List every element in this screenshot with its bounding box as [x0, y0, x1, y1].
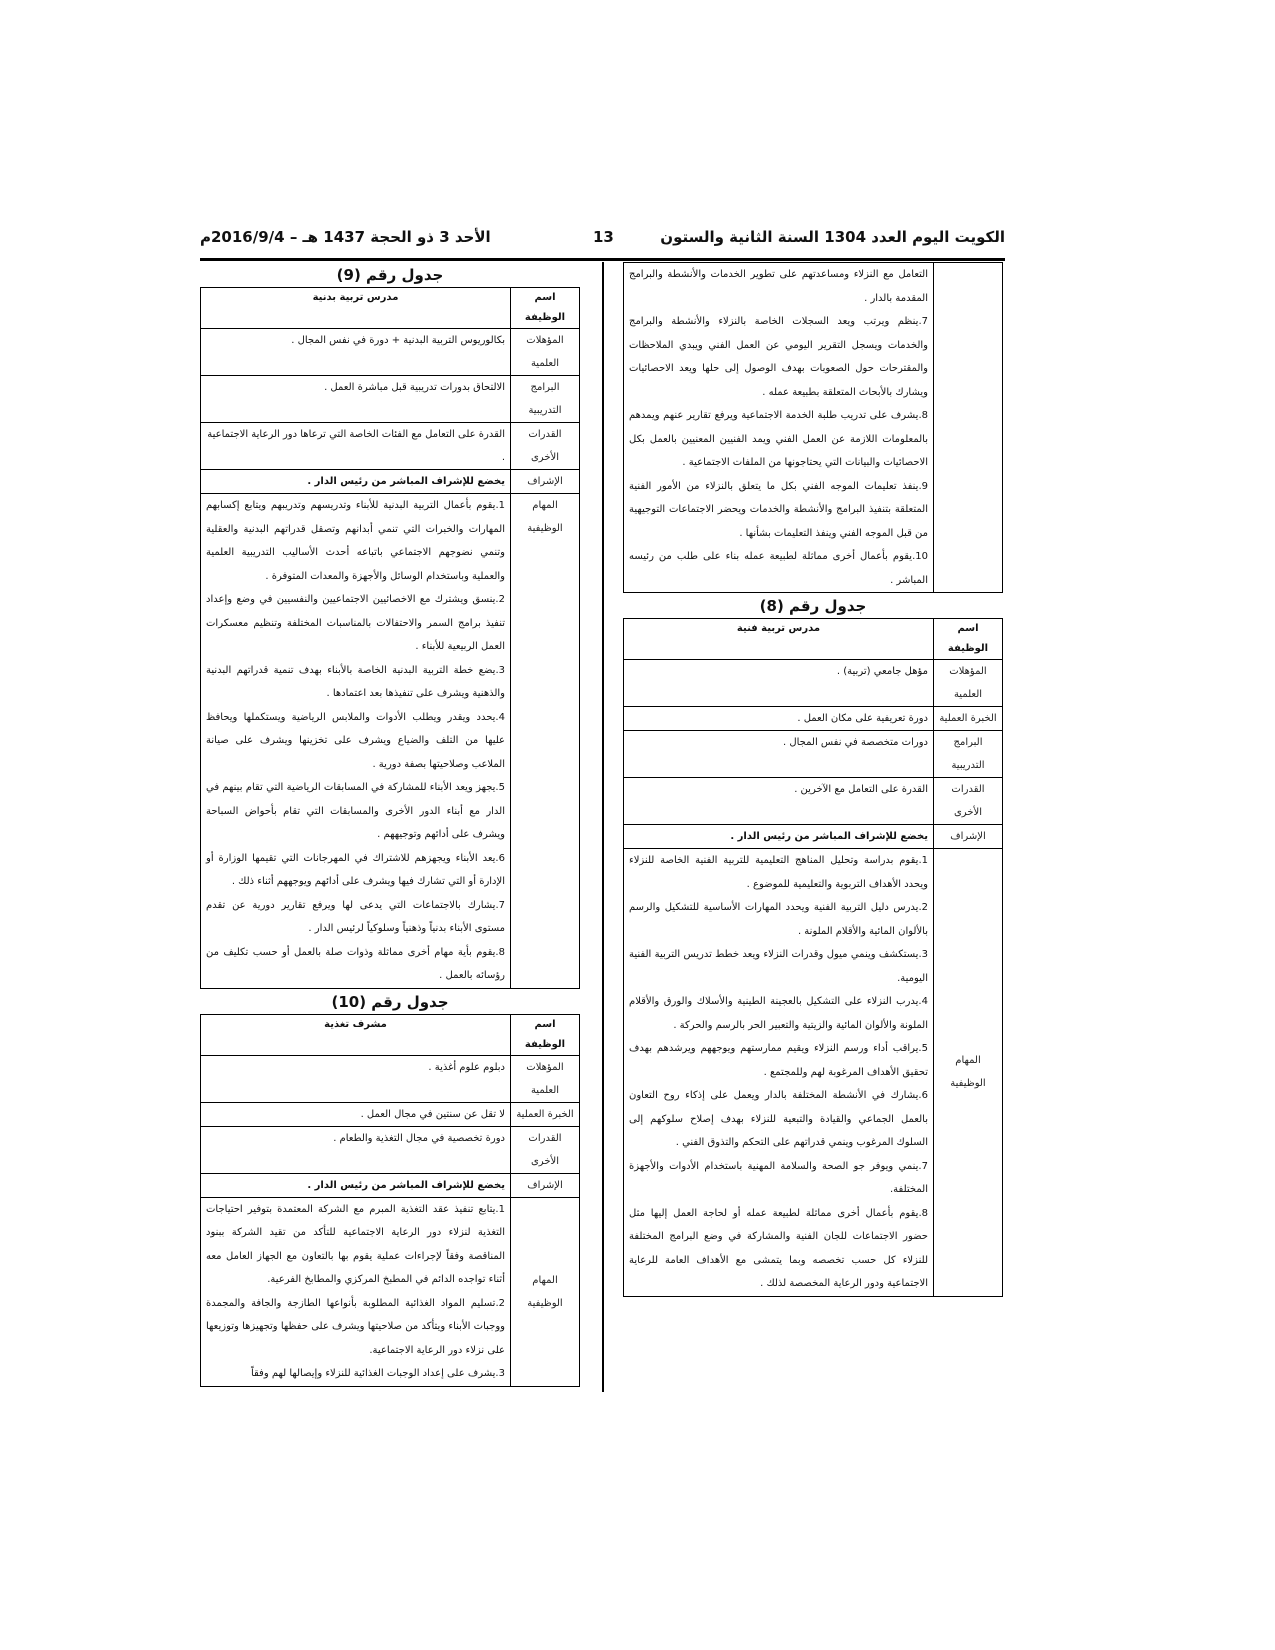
- table-row: [624, 778, 1003, 825]
- duties-cell: [201, 494, 511, 989]
- row-value: مؤهل جامعي (تربية) .: [624, 660, 934, 707]
- duties-cell: [624, 849, 934, 1297]
- list-item: 3.يستكشف وينمي ميول وقدرات النزلاء ويعد خطط تدريس التربية الفنية اليومية.: [629, 949, 928, 984]
- table9: [200, 287, 580, 989]
- table9-title: جدول رقم (9): [336, 266, 444, 284]
- list-item: 3.يشرف على إعداد الوجبات الغذائية للنزلاء وإيصالها لهم وفقاً: [250, 1368, 505, 1379]
- row-value: القدرة على التعامل مع الفئات الخاصة التي ترعاها دور الرعاية الاجتماعية .: [201, 423, 511, 470]
- row-value: يخضع للإشراف المباشر من رئيس الدار .: [201, 1173, 511, 1197]
- list-item: 7.ينظم ويرتب ويعد السجلات الخاصة بالنزلاء والأنشطة والبرامج والخدمات ويسجل التقرير اليومي عن العمل الفني ويبدي الملاحظات والمقترحات حول الصعوبات بهدف الوصول إلى حلها ويعد الاحصائيات ويشارك بالأبحاث المتعلقة بطبيعة عمله .: [629, 316, 928, 398]
- table10-title: جدول رقم (10): [331, 992, 449, 1011]
- row-label: البرامج التدريبية: [511, 376, 580, 423]
- table8: [623, 618, 1003, 1297]
- table-row: [624, 660, 1003, 707]
- list-item: التعامل مع النزلاء ومساعدتهم على تطوير الخدمات والأنشطة والبرامج المقدمة بالدار .: [629, 269, 928, 304]
- list-item: 7.ينمي ويوفر جو الصحة والسلامة المهنية باستخدام الأدوات والأجهزة المختلفة.: [629, 1160, 928, 1195]
- row-label: البرامج التدريبية: [934, 731, 1003, 778]
- list-item: 1.يقوم بدراسة وتحليل المناهج التعليمية للتربية الفنية الخاصة للنزلاء ويحدد الأهداف التربوية والتعليمية للموضوع .: [629, 855, 928, 890]
- row-value: يخضع للإشراف المباشر من رئيس الدار .: [624, 825, 934, 849]
- list-item: 4.يحدد ويقدر ويطلب الأدوات والملابس الرياضية ويستكملها ويحافظ عليها من التلف والضياع ويشرف على تخزينها ويشرف على صيانة الملاعب وصلاحيتها بصفة دورية .: [206, 711, 505, 770]
- row-label: المؤهلات العلمية: [511, 329, 580, 376]
- list-item: 8.يشرف على تدريب طلبة الخدمة الاجتماعية ويرفع تقارير عنهم ويمدهم بالمعلومات اللازمة عن العمل الفني ويمد الفنيين المعنيين بالعمل بكل الاحصائيات والبيانات التي يحتاجونها من الملفات الاجتماعية .: [629, 410, 928, 468]
- duties-label: المهام الوظيفية: [511, 494, 580, 989]
- column-divider: [602, 262, 604, 1392]
- row-label: القدرات الأخرى: [934, 778, 1003, 825]
- list-item: 5.يراقب أداء ورسم النزلاء ويقيم ممارستهم ويوجههم ويرشدهم بهدف تحقيق الأهداف المرغوبة لهم وللمجتمع .: [629, 1043, 928, 1078]
- row-value: لا تقل عن سنتين في مجال العمل .: [201, 1102, 511, 1126]
- list-item: 5.يجهز ويعد الأبناء للمشاركة في المسابقات الرياضية التي تقام بينهم في الدار مع أبناء الدور الأخرى والمسابقات التي تقام بأحواض السباحة ويشرف على أدائهم وتوجيههم .: [206, 782, 505, 840]
- header-rule: [200, 258, 1005, 261]
- row-label: الخبرة العملية: [934, 707, 1003, 731]
- row-label: الخبرة العملية: [511, 1102, 580, 1126]
- continuation-duties-cell: [624, 263, 934, 593]
- row-value: القدرة على التعامل مع الآخرين .: [624, 778, 934, 825]
- job-name: مشرف تغذية: [201, 1014, 511, 1055]
- list-item: 2.تسليم المواد الغذائية المطلوبة بأنواعها الطازجة والجافة والمجمدة ووجبات الأبناء ويتأكد من صلاحيتها ويشرف على حفظها وتجهيزها وتوزيعها على نزلاء دور الرعاية الاجتماعية.: [206, 1297, 505, 1356]
- list-item: 2.ينسق ويشترك مع الاخصائيين الاجتماعيين والنفسيين في وضع وإعداد تنفيذ برامج السمر والاحتفالات بالمناسبات المختلفة وتنظيم معسكرات العمل الربيعية للأبناء .: [206, 594, 505, 652]
- continuation-table: [623, 262, 1003, 593]
- table-row: [201, 1102, 580, 1126]
- right-column: [623, 262, 1003, 1297]
- table-row: [201, 423, 580, 470]
- table-row: [201, 329, 580, 376]
- duties-label: المهام الوظيفية: [934, 849, 1003, 1297]
- list-item: 6.يشارك في الأنشطة المختلفة بالدار ويعمل على إذكاء روح التعاون بالعمل الجماعي والقيادة والتبعية للنزلاء بهدف إصلاح سلوكهم إلى السلوك المرغوب وينمي قدراتهم على التحكم والتذوق الفني .: [629, 1090, 928, 1148]
- table-row: [624, 731, 1003, 778]
- list-item: 1.يقوم بأعمال التربية البدنية للأبناء وتدريسهم وتدريبهم ويتابع إكسابهم المهارات والخبرات التي تنمي أبدانهم وتصقل قدراتهم البدنية والعقلية وتنمي نضوجهم الاجتماعي باتباعه أحدث الأساليب التدريبية العلمية والعملية وباستخدام الوسائل والأجهزة والمعدات المتوفرة .: [206, 500, 505, 582]
- table10: [200, 1014, 580, 1387]
- table-row: [624, 825, 1003, 849]
- duties-label: المهام الوظيفية: [511, 1197, 580, 1386]
- list-item: 1.يتابع تنفيذ عقد التغذية المبرم مع الشركة المعتمدة بتوفير احتياجات التغذية لنزلاء دور الرعاية الاجتماعية للتأكد من تقيد الشركة ببنود المناقصة وفقاً لإجراءات عملية يقوم بها بالتعاون مع الجهاز العامل معه أثناء تواجده الدائم في المطبخ المركزي والمطابخ الفرعية.: [206, 1203, 505, 1285]
- table-row: [201, 1173, 580, 1197]
- table-row: [624, 707, 1003, 731]
- table-row: [201, 494, 580, 989]
- row-label: الإشراف: [511, 470, 580, 494]
- table-row: [201, 1197, 580, 1386]
- table-row: [201, 470, 580, 494]
- list-item: 9.ينفذ تعليمات الموجه الفني بكل ما يتعلق بالنزلاء من الأمور الفنية المتعلقة بتنفيذ البرامج والأنشطة والخدمات ويحضر الاجتماعات التوجيهية من قبل الموجه الفني وينفذ التعليمات بشأنها .: [629, 480, 928, 539]
- row-value: دورة تعريفية على مكان العمل .: [624, 707, 934, 731]
- job-name-label: اسم الوظيفة: [511, 1014, 580, 1055]
- table-row: [201, 288, 580, 329]
- list-item: 8.يقوم بأية مهام أخرى مماثلة وذوات صلة بالعمل أو حسب تكليف من رؤسائه بالعمل .: [206, 946, 505, 981]
- row-label: الإشراف: [934, 825, 1003, 849]
- row-label: المؤهلات العلمية: [934, 660, 1003, 707]
- row-value: الالتحاق بدورات تدريبية قبل مباشرة العمل .: [201, 376, 511, 423]
- list-item: 2.يدرس دليل التربية الفنية ويحدد المهارات الأساسية للتشكيل والرسم بالألوان المائية والأقلام الملونة .: [629, 902, 928, 937]
- issue-date: الأحد 3 ذو الحجة 1437 هـ – 2016/9/4م: [200, 228, 491, 246]
- list-item: 8.يقوم بأعمال أخرى مماثلة لطبيعة عمله أو لحاجة العمل إليها مثل حضور الاجتماعات للجان الفنية والمشاركة في وضع البرامج المختلفة للنزلاء كل حسب تخصصه وبما يتمشى مع الأهداف العامة للرعاية الاجتماعية ودور الرعاية المخصصة لذلك .: [629, 1207, 928, 1289]
- row-label: الإشراف: [511, 1173, 580, 1197]
- row-value: بكالوريوس التربية البدنية + دورة في نفس المجال .: [201, 329, 511, 376]
- job-name-label: اسم الوظيفة: [934, 619, 1003, 660]
- row-value: دورة تخصصية في مجال التغذية والطعام .: [201, 1126, 511, 1173]
- gazette-issue-info: الكويت اليوم العدد 1304 السنة الثانية والستون: [660, 228, 1005, 246]
- list-item: 4.يدرب النزلاء على التشكيل بالعجينة الطينية والأسلاك والورق والأقلام الملونة والألوان المائية والزيتية والتعبير الحر بالرسم والحركة .: [629, 996, 928, 1031]
- page-number: 13: [593, 228, 614, 246]
- row-value: دبلوم علوم أغذية .: [201, 1055, 511, 1102]
- left-column: [200, 262, 580, 1387]
- table-row: [201, 1126, 580, 1173]
- row-value: دورات متخصصة في نفس المجال .: [624, 731, 934, 778]
- job-name: مدرس تربية بدنية: [201, 288, 511, 329]
- duties-cell: [201, 1197, 511, 1386]
- list-item: 7.يشارك بالاجتماعات التي يدعى لها ويرفع تقارير دورية عن تقدم مستوى الأبناء بدنياً وذهنياً وسلوكياً لرئيس الدار .: [206, 899, 505, 934]
- row-value: يخضع للإشراف المباشر من رئيس الدار .: [201, 470, 511, 494]
- list-item: 6.يعد الأبناء ويجهزهم للاشتراك في المهرجانات التي تقيمها الوزارة أو الإدارة أو التي تشارك فيها ويشرف على أدائهم ويوجههم أثناء ذلك .: [206, 852, 505, 887]
- list-item: 10.يقوم بأعمال أخرى مماثلة لطبيعة عمله بناء على طلب من رئيسه المباشر .: [629, 551, 928, 586]
- table-row: [624, 619, 1003, 660]
- table8-title: جدول رقم (8): [759, 597, 867, 615]
- table-row: [201, 1014, 580, 1055]
- continuation-label-cell: [934, 263, 1003, 593]
- job-name: مدرس تربية فنية: [624, 619, 934, 660]
- table-row: [624, 849, 1003, 1297]
- row-label: القدرات الأخرى: [511, 423, 580, 470]
- table-row: [201, 1055, 580, 1102]
- list-item: 3.يضع خطة التربية البدنية الخاصة بالأبناء بهدف تنمية قدراتهم البدنية والذهنية ويشرف على تنفيذها بعد اعتمادها .: [206, 664, 505, 699]
- page-header: [200, 228, 1005, 254]
- row-label: المؤهلات العلمية: [511, 1055, 580, 1102]
- job-name-label: اسم الوظيفة: [511, 288, 580, 329]
- row-label: القدرات الأخرى: [511, 1126, 580, 1173]
- table-row: [201, 376, 580, 423]
